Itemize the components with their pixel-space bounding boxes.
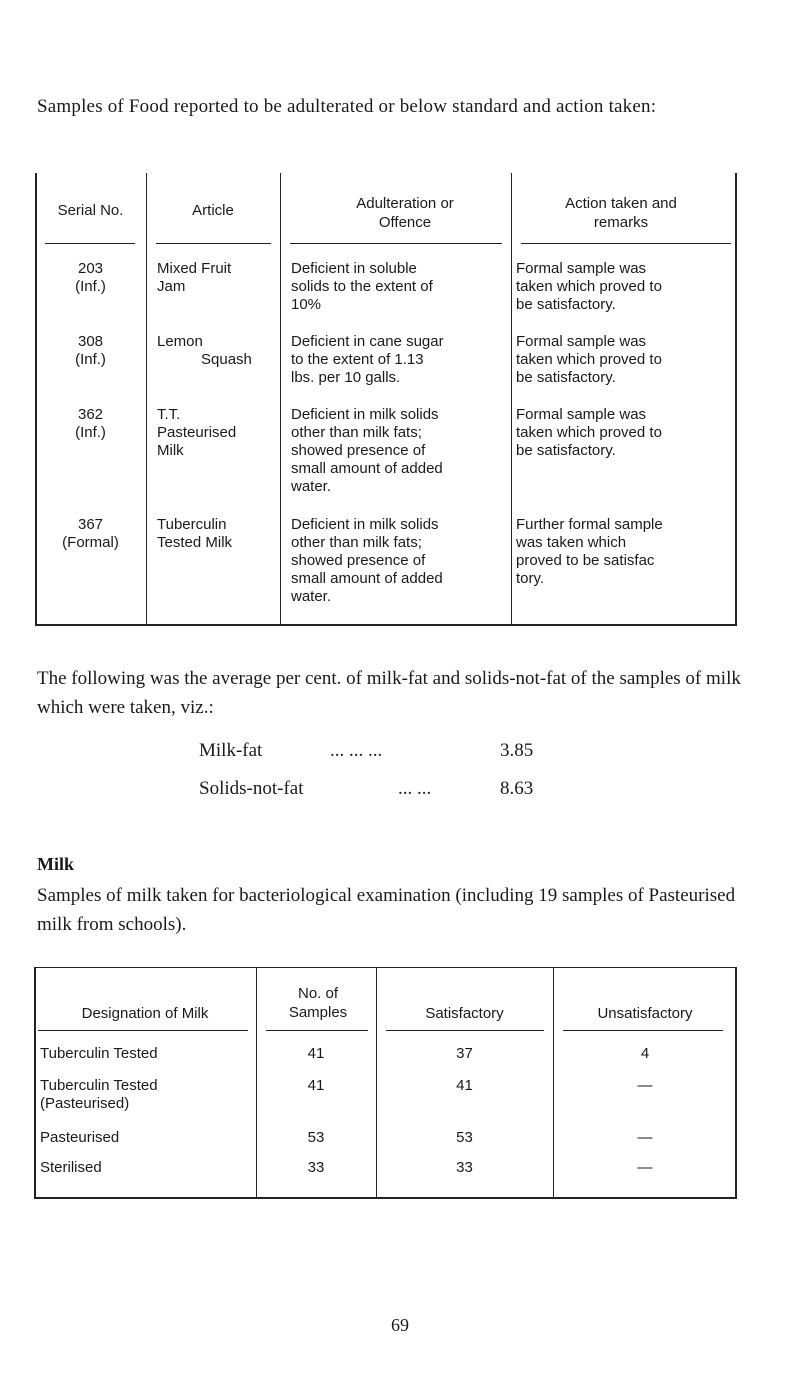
header-action: Action taken and remarks <box>565 195 677 231</box>
row-3-article: T.T. Pasteurised Milk <box>157 406 237 459</box>
header-satisfactory: Satisfactory <box>425 1005 504 1022</box>
row-2-action: Formal sample was taken which proved to be satisfactory. <box>516 333 662 386</box>
solids-not-fat-value: 8.63 <box>500 778 534 799</box>
header-offence: Adulteration or Offence <box>356 195 454 231</box>
intro-paragraph: Samples of Food reported to be adulterated or below standard and action taken: <box>37 96 657 117</box>
row-4-article: Tuberculin Tested Milk <box>157 516 233 551</box>
row-1-serial: 203 (Inf.) <box>75 260 106 295</box>
header-article: Article <box>192 202 234 219</box>
header-unsatisfactory: Unsatisfactory <box>597 1005 693 1022</box>
row-2-offence: Deficient in cane sugar to the extent of 1.13 lbs. per 10 galls. <box>291 333 444 386</box>
header-rule <box>563 1030 723 1031</box>
page-number: 69 <box>391 1315 409 1335</box>
header-rule <box>266 1030 368 1031</box>
header-rule <box>521 243 731 244</box>
milk-row-3-satisfactory: 53 <box>456 1129 473 1146</box>
milk-row-3-unsatisfactory: — <box>637 1129 653 1146</box>
row-3-action: Formal sample was taken which proved to be satisfactory. <box>516 406 662 459</box>
column-divider <box>280 173 281 626</box>
row-4-action: Further formal sample was taken which proved to be satisfac tory. <box>516 516 663 587</box>
averages-paragraph: The following was the average per cent. of milk-fat and solids-not-fat of the samples of milk which were taken, viz.: <box>37 668 741 718</box>
milk-fat-value: 3.85 <box>500 740 534 761</box>
row-3-serial: 362 (Inf.) <box>75 406 106 441</box>
row-1-action: Formal sample was taken which proved to be satisfactory. <box>516 260 662 313</box>
row-2-article: Lemon Squash <box>157 333 252 368</box>
header-samples: No. of Samples <box>288 985 348 1021</box>
row-4-serial: 367 (Formal) <box>62 516 119 551</box>
milk-row-1-unsatisfactory: 4 <box>640 1045 650 1062</box>
row-2-serial: 308 (Inf.) <box>75 333 106 368</box>
column-divider <box>511 173 512 626</box>
milk-row-1-designation: Tuberculin Tested <box>40 1045 158 1062</box>
row-1-offence: Deficient in soluble solids to the extent of 10% <box>291 260 433 313</box>
milk-row-4-unsatisfactory: — <box>637 1159 653 1176</box>
header-rule <box>45 243 135 244</box>
milk-row-2-unsatisfactory: — <box>637 1077 653 1094</box>
solids-not-fat-leader: ... ... <box>398 778 432 799</box>
milk-row-1-satisfactory: 37 <box>456 1045 473 1062</box>
milk-row-4-samples: 33 <box>307 1159 325 1176</box>
adulteration-table <box>35 173 737 626</box>
milk-row-1-samples: 41 <box>307 1045 325 1062</box>
solids-not-fat-label: Solids-not-fat <box>199 778 304 799</box>
column-divider <box>146 173 147 626</box>
milk-row-3-designation: Pasteurised <box>40 1129 120 1146</box>
header-rule <box>156 243 271 244</box>
row-1-article: Mixed Fruit Jam <box>157 260 232 295</box>
milk-paragraph: Samples of milk taken for bacteriological examination (including 19 samples of Pasteurised milk from schools). <box>37 885 736 935</box>
header-serial: Serial No. <box>57 202 124 219</box>
milk-fat-label: Milk-fat <box>199 740 263 761</box>
milk-row-2-satisfactory: 41 <box>456 1077 473 1094</box>
header-rule <box>386 1030 544 1031</box>
milk-table <box>34 967 737 1199</box>
milk-row-2-samples: 41 <box>307 1077 325 1094</box>
header-rule <box>38 1030 248 1031</box>
milk-row-4-satisfactory: 33 <box>456 1159 473 1176</box>
header-rule <box>290 243 502 244</box>
row-3-offence: Deficient in milk solids other than milk fats; showed presence of small amount of added water. <box>291 406 443 495</box>
milk-row-2-designation: Tuberculin Tested (Pasteurised) <box>40 1077 158 1112</box>
milk-fat-leader: ... ... ... <box>330 740 383 761</box>
milk-row-4-designation: Sterilised <box>40 1159 102 1176</box>
header-designation: Designation of Milk <box>81 1005 209 1022</box>
milk-row-3-samples: 53 <box>307 1129 325 1146</box>
milk-heading: Milk <box>37 854 75 874</box>
row-4-offence: Deficient in milk solids other than milk fats; showed presence of small amount of added water. <box>291 516 443 605</box>
